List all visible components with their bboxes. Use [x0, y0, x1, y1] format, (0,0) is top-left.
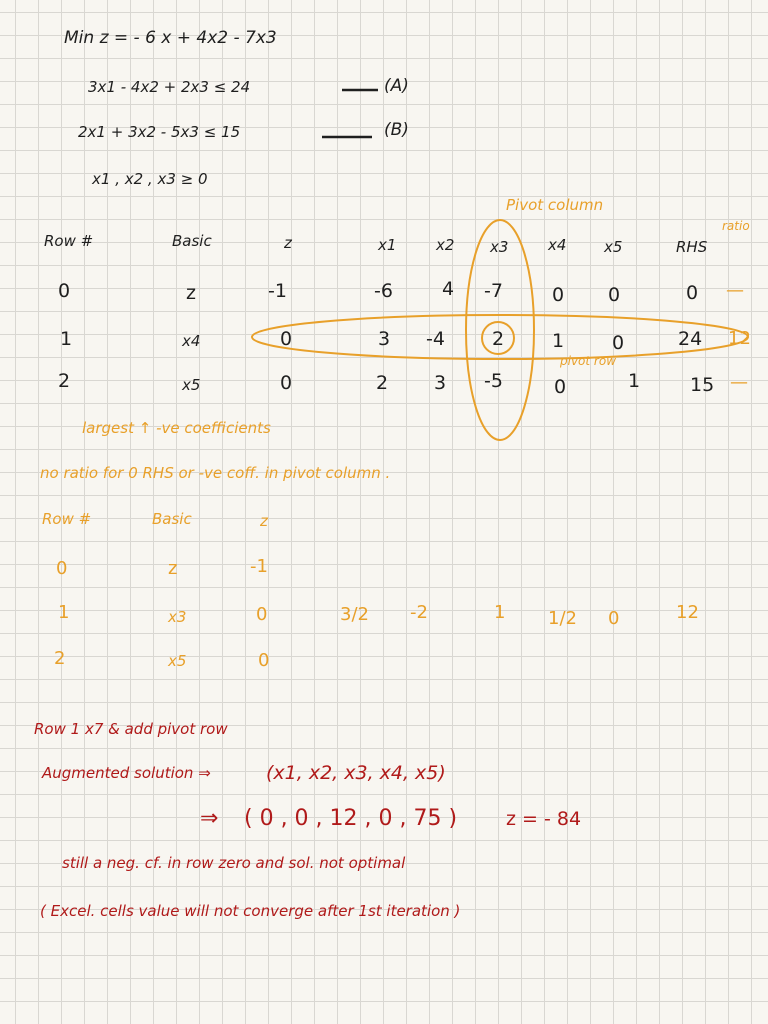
header-basic: Basic: [152, 510, 192, 528]
augmented-solution-label: Augmented solution ⇒: [42, 764, 211, 782]
cell-x2: -2: [410, 602, 428, 623]
row-number: 1: [60, 328, 73, 350]
row-number: 2: [54, 648, 66, 669]
basic-var: x5: [168, 652, 187, 670]
header-x4: x4: [548, 236, 567, 254]
pivot-row-label: pivot row: [560, 354, 617, 368]
constraint-b-tag: (B): [384, 120, 409, 140]
cell-x1: 3: [378, 328, 391, 350]
pivot-column-label: Pivot column: [506, 196, 604, 214]
ratio-cell: —: [726, 280, 744, 301]
cell-x3: -5: [484, 370, 503, 392]
cell-x4: 1: [552, 330, 565, 352]
cell-rhs: 0: [686, 282, 699, 304]
cell-x3: -7: [484, 280, 503, 302]
header-z: z: [284, 234, 292, 252]
cell-x2: -4: [426, 328, 445, 350]
objective-value: z = - 84: [506, 808, 582, 830]
basic-var: x4: [182, 332, 201, 350]
cell-x2: 4: [442, 278, 455, 300]
cell-x3: 1: [494, 602, 506, 623]
cell-x4: 0: [552, 284, 565, 306]
cell-z: 0: [256, 604, 268, 625]
cell-x5: 0: [608, 608, 620, 629]
ratio-cell: —: [730, 372, 748, 393]
header-row-number: Row #: [42, 510, 92, 528]
header-rhs: RHS: [676, 238, 708, 256]
cell-x2: 3: [434, 372, 447, 394]
basic-var: x5: [182, 376, 201, 394]
header-row-number: Row #: [44, 232, 94, 250]
header-x2: x2: [436, 236, 455, 254]
no-ratio-note: no ratio for 0 RHS or -ve coff. in pivot column .: [40, 464, 391, 482]
cell-x1: 2: [376, 372, 389, 394]
excel-note: ( Excel. cells value will not converge after 1st iteration ): [40, 902, 461, 920]
cell-rhs: 24: [678, 328, 703, 350]
header-z: z: [260, 512, 268, 530]
cell-x5: 0: [612, 332, 625, 354]
cell-x4: 0: [554, 376, 567, 398]
cell-z: 0: [280, 372, 293, 394]
basic-var: x3: [168, 608, 187, 626]
cell-z: -1: [250, 556, 268, 577]
cell-x5: 1: [628, 370, 641, 392]
cell-x4: 1/2: [548, 608, 577, 629]
ratio-label: ratio: [722, 219, 750, 233]
row-number: 0: [58, 280, 71, 302]
cell-x1: 3/2: [340, 604, 369, 625]
header-x5: x5: [604, 238, 623, 256]
header-x1: x1: [378, 236, 397, 254]
header-x3: x3: [490, 238, 509, 256]
augmented-variables: (x1, x2, x3, x4, x5): [266, 762, 446, 784]
constraint-b: 2x1 + 3x2 - 5x3 ≤ 15: [78, 123, 241, 141]
cell-z: 0: [258, 650, 270, 671]
cell-z: -1: [268, 280, 287, 302]
largest-coefficient-note: largest ↑ -ve coefficients: [82, 419, 271, 437]
basic-var: z: [168, 558, 178, 579]
augmented-values: ( 0 , 0 , 12 , 0 , 75 ): [244, 806, 458, 831]
row-operation-note: Row 1 x7 & add pivot row: [34, 720, 228, 738]
nonnegativity: x1 , x2 , x3 ≥ 0: [92, 170, 208, 188]
basic-var: z: [186, 282, 196, 304]
cell-z: 0: [280, 328, 293, 350]
cell-rhs: 15: [690, 374, 715, 396]
cell-x3-pivot: 2: [492, 328, 505, 350]
implies-arrow: ⇒: [200, 806, 219, 831]
cell-x1: -6: [374, 280, 393, 302]
row-number: 1: [58, 602, 70, 623]
not-optimal-note: still a neg. cf. in row zero and sol. not optimal: [62, 854, 406, 872]
row-number: 0: [56, 558, 68, 579]
header-basic: Basic: [172, 232, 212, 250]
row-number: 2: [58, 370, 71, 392]
ratio-cell: 12: [728, 328, 751, 349]
cell-rhs: 12: [676, 602, 699, 623]
objective-function: Min z = - 6 x + 4x2 - 7x3: [64, 28, 277, 48]
constraint-a: 3x1 - 4x2 + 2x3 ≤ 24: [88, 78, 251, 96]
constraint-a-tag: (A): [384, 76, 409, 96]
cell-x5: 0: [608, 284, 621, 306]
